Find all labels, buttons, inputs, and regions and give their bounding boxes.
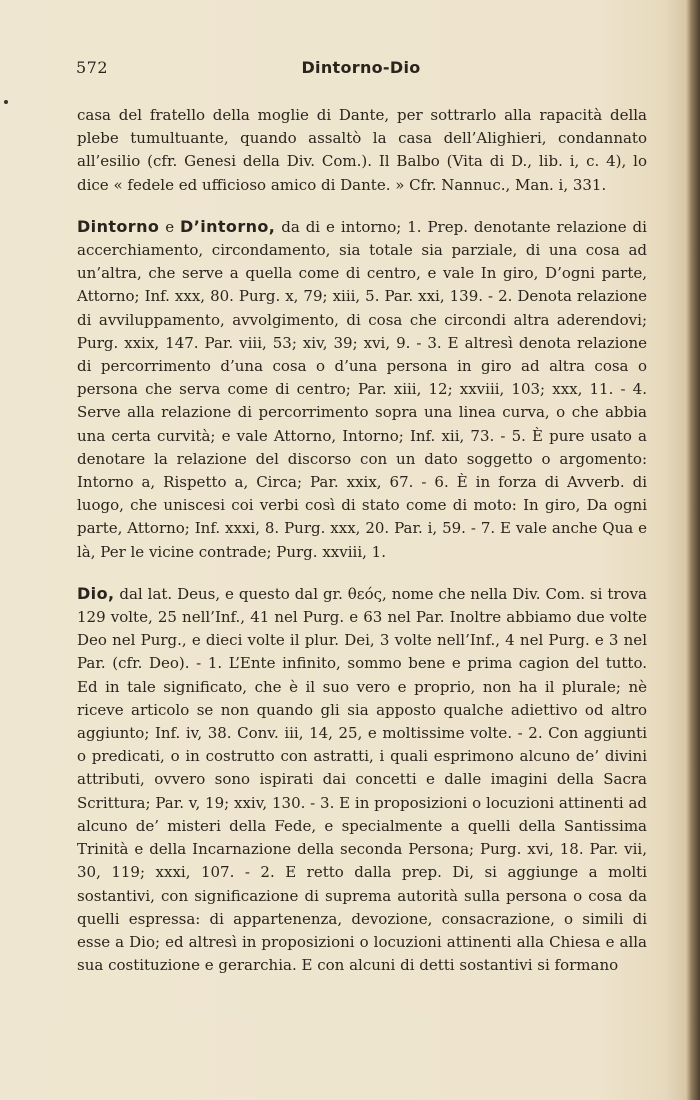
- page-number: 572: [76, 58, 109, 77]
- ink-speck: [4, 100, 8, 104]
- headword-connector: e: [165, 217, 175, 236]
- headword-d-intorno: D’intorno,: [180, 216, 276, 236]
- dictionary-text: [77, 104, 647, 977]
- entry-dintorno-body: da di e intorno; 1. Prep. denotante relazione di accerchiamento, circondamento, sia totale sia parziale, di una cosa ad un’altra, che serve a quella come di centro, e vale In giro, D’ogni parte, Attorno; Inf. xxx, 80. Purg. x, 79; xiii, 5. Par. xxi, 139. - 2. Denota relazione di avviluppamento, avvolgimento, di cosa che circondi altra aderendovi; Purg. xxix, 147. Par. viii, 53; xiv, 39; xvi, 9. - 3. E altresì denota relazione di percorrimento d’una cosa o d’una persona in giro ad altra cosa o persona che serva come di centro; Par. xiii, 12; xxviii, 103; xxx, 11. - 4. Serve alla relazione di percorrimento sopra una linea curva, o che abbia una certa curvità; e vale Attorno, Intorno; Inf. xii, 73. - 5. È pure usato a denotare la relazione del discorso con un dato soggetto o argomento: Intorno a, Rispetto a, Circa; Par. xxix, 67. - 6. È in forza di Avverb. di luogo, che uniscesi coi verbi così di stato come di moto: In giro, Da ogni parte, Attorno; Inf. xxxi, 8. Purg. xxx, 20. Par. i, 59. - 7. E vale anche Qua e là, Per le vicine contrade; Purg. xxviii, 1.: [77, 217, 647, 561]
- page-header: [76, 58, 646, 80]
- running-title: Dintorno-Dio: [301, 58, 421, 77]
- headword-dio: Dio,: [77, 583, 115, 603]
- headword-dintorno: Dintorno: [77, 216, 160, 236]
- continuation-paragraph: casa del fratello della moglie di Dante, per sottrarlo alla rapacità della plebe tumultuante, quando assaltò la casa dell’Alighieri, condannato all’esilio (cfr. Genesi della Div. Com.). Il Balbo (Vita di D., lib. i, c. 4), lo dice « fedele ed ufficioso amico di Dante. » Cfr. Nannuc., Man. i, 331.: [77, 106, 647, 194]
- entry-dio: [77, 582, 647, 977]
- entry-dio-body: dal lat. Deus, e questo dal gr. θεός, nome che nella Div. Com. si trova 129 volte, 25 nell’Inf., 41 nel Purg. e 63 nel Par. Inoltre abbiamo due volte Deo nel Purg., e dieci volte il plur. Dei, 3 volte nell’Inf., 4 nel Purg. e 3 nel Par. (cfr. Deo). - 1. L’Ente infinito, sommo bene e prima cagion del tutto. Ed in tale significato, che è il suo vero e proprio, non ha il plurale; nè riceve articolo se non quando gli sia apposto qualche adiettivo od altro aggiunto; Inf. iv, 38. Conv. iii, 14, 25, e moltissime volte. - 2. Con aggiunti o predicati, o in costrutto con astratti, i quali esprimono alcuno de’ divini attributi, ovvero sono ispirati dai concetti e dalle imagini della Sacra Scrittura; Par. v, 19; xxiv, 130. - 3. E in proposizioni o locuzioni attinenti ad alcuno de’ misteri della Fede, e specialmente a quelli della Santissima Trinità e della Incarnazione della seconda Persona; Purg. xvi, 18. Par. vii, 30, 119; xxxi, 107. - 2. E retto dalla prep. Di, si aggiunge a molti sostantivi, con significazione di suprema autorità sulla persona o cosa da quelli espressa: di appartenenza, devozione, consacrazione, o simili di esse a Dio; ed altresì in proposizioni o locuzioni attinenti alla Chiesa e alla sua costituzione e gerarchia. E con alcuni di detti sostantivi si formano: [77, 584, 647, 975]
- page-binding-edge: [686, 0, 700, 1100]
- entry-dintorno: [77, 215, 647, 564]
